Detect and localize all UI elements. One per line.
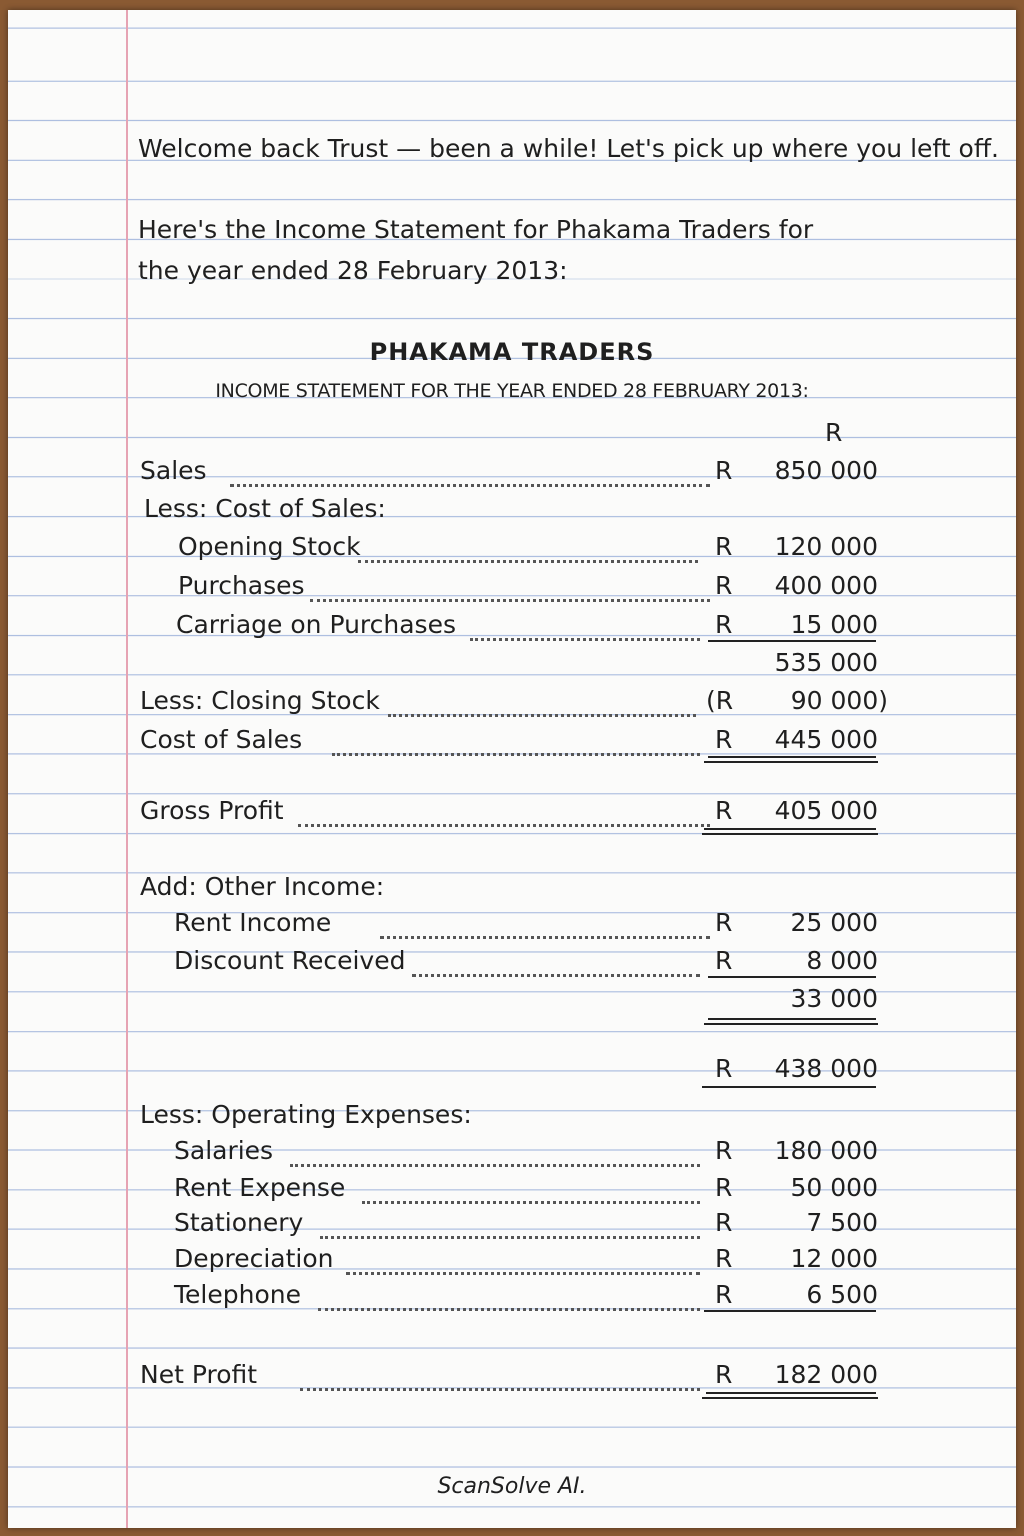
- underline: [708, 976, 876, 978]
- double-underline: [704, 828, 876, 830]
- double-underline: [708, 756, 876, 758]
- row-amount: 25 000: [790, 908, 878, 937]
- dot-leader: [380, 916, 710, 939]
- dot-leader: [320, 1216, 700, 1239]
- row-label: Less: Cost of Sales:: [144, 494, 386, 523]
- row-currency: R: [715, 1208, 733, 1237]
- intro-line-1: Welcome back Trust — been a while! Let's pick up where you left off.: [138, 134, 999, 163]
- dot-leader: [346, 1252, 700, 1275]
- row-label: Salaries: [174, 1136, 274, 1165]
- dot-leader: [310, 579, 710, 602]
- row-label: Sales: [140, 456, 207, 485]
- row-salaries: [140, 1136, 890, 1172]
- row-add-other-income: [140, 872, 890, 908]
- row-label: Stationery: [174, 1208, 304, 1237]
- row-amount: 180 000: [774, 1136, 878, 1165]
- double-underline: [702, 833, 878, 835]
- row-net-profit: [140, 1360, 890, 1396]
- row-currency: R: [715, 571, 733, 600]
- company-name: PHAKAMA TRADERS: [369, 338, 655, 366]
- dot-leader: [470, 618, 700, 641]
- row-label: Cost of Sales: [140, 725, 303, 754]
- row-amount: 120 000: [774, 532, 878, 561]
- row-label: Discount Received: [174, 946, 406, 975]
- row-rent-income: [140, 908, 890, 944]
- row-amount: 15 000: [790, 610, 878, 639]
- row-amount: 50 000: [790, 1173, 878, 1202]
- double-underline: [704, 761, 878, 763]
- row-sales: [140, 456, 890, 492]
- row-amount: 7 500: [806, 1208, 878, 1237]
- row-currency: R: [715, 532, 733, 561]
- row-currency: R: [715, 1244, 733, 1273]
- row-label: Rent Expense: [174, 1173, 346, 1202]
- double-underline: [706, 1392, 876, 1394]
- row-amount: 405 000: [774, 796, 878, 825]
- row-label: Less: Operating Expenses:: [140, 1100, 472, 1129]
- row-label: Purchases: [178, 571, 305, 600]
- row-currency: R: [715, 1173, 733, 1202]
- row-label: Telephone: [174, 1280, 301, 1309]
- row-amount: 90 000): [790, 686, 888, 715]
- row-opening-stock: [140, 532, 890, 568]
- double-underline: [702, 1397, 878, 1399]
- row-subtotal-1: [140, 648, 890, 684]
- dot-leader: [358, 540, 698, 563]
- row-currency: R: [715, 1360, 733, 1389]
- dot-leader: [230, 464, 710, 487]
- row-label: Rent Income: [174, 908, 332, 937]
- row-gross-profit: [140, 796, 890, 832]
- row-amount: 8 000: [806, 946, 878, 975]
- dot-leader: [290, 1144, 700, 1167]
- row-currency: R: [715, 796, 733, 825]
- row-label: Gross Profit: [140, 796, 284, 825]
- dot-leader: [298, 804, 710, 827]
- row-currency: R: [715, 1136, 733, 1165]
- dot-leader: [300, 1368, 700, 1391]
- row-currency: R: [715, 908, 733, 937]
- row-currency: R: [715, 456, 733, 485]
- row-amount: 535 000: [774, 648, 878, 677]
- dot-leader: [318, 1288, 700, 1311]
- row-currency: R: [715, 610, 733, 639]
- row-amount: 445 000: [774, 725, 878, 754]
- row-less-cost-of-sales: [140, 494, 890, 530]
- row-currency: (R: [706, 686, 734, 715]
- row-amount: 33 000: [790, 984, 878, 1013]
- row-subtotal-2: [140, 984, 890, 1020]
- row-total-438: [140, 1054, 890, 1090]
- underline: [708, 640, 876, 642]
- row-depreciation: [140, 1244, 890, 1280]
- row-currency: R: [715, 725, 733, 754]
- intro-line-3: the year ended 28 February 2013:: [138, 256, 568, 285]
- notebook-page: [8, 10, 1016, 1528]
- double-underline: [704, 1023, 878, 1025]
- row-stationery: [140, 1208, 890, 1244]
- dot-leader: [388, 694, 696, 717]
- column-currency-header: R: [825, 418, 843, 447]
- row-currency: R: [715, 1280, 733, 1309]
- underline: [702, 1086, 876, 1088]
- row-label: Depreciation: [174, 1244, 334, 1273]
- row-label: Carriage on Purchases: [176, 610, 456, 639]
- margin-line: [126, 10, 128, 1528]
- row-closing-stock: [140, 686, 890, 722]
- row-purchases: [140, 571, 890, 607]
- intro-line-2: Here's the Income Statement for Phakama Traders for: [138, 215, 814, 244]
- row-rent-expense: [140, 1173, 890, 1209]
- row-label: Opening Stock: [178, 532, 361, 561]
- row-label: Less: Closing Stock: [140, 686, 380, 715]
- row-amount: 182 000: [774, 1360, 878, 1389]
- row-label: Net Profit: [140, 1360, 258, 1389]
- underline: [704, 1310, 876, 1312]
- row-amount: 400 000: [774, 571, 878, 600]
- double-underline: [708, 1018, 876, 1020]
- statement-title: INCOME STATEMENT FOR THE YEAR ENDED 28 FEBRUARY 2013:: [215, 380, 809, 402]
- row-amount: 438 000: [774, 1054, 878, 1083]
- row-currency: R: [715, 1054, 733, 1083]
- dot-leader: [332, 733, 700, 756]
- row-currency: R: [715, 946, 733, 975]
- footer-brand: ScanSolve AI.: [437, 1474, 587, 1499]
- row-amount: 850 000: [774, 456, 878, 485]
- dot-leader: [362, 1181, 700, 1204]
- row-label: Add: Other Income:: [140, 872, 385, 901]
- dot-leader: [412, 954, 700, 977]
- row-less-operating: [140, 1100, 890, 1136]
- row-amount: 6 500: [806, 1280, 878, 1309]
- row-amount: 12 000: [790, 1244, 878, 1273]
